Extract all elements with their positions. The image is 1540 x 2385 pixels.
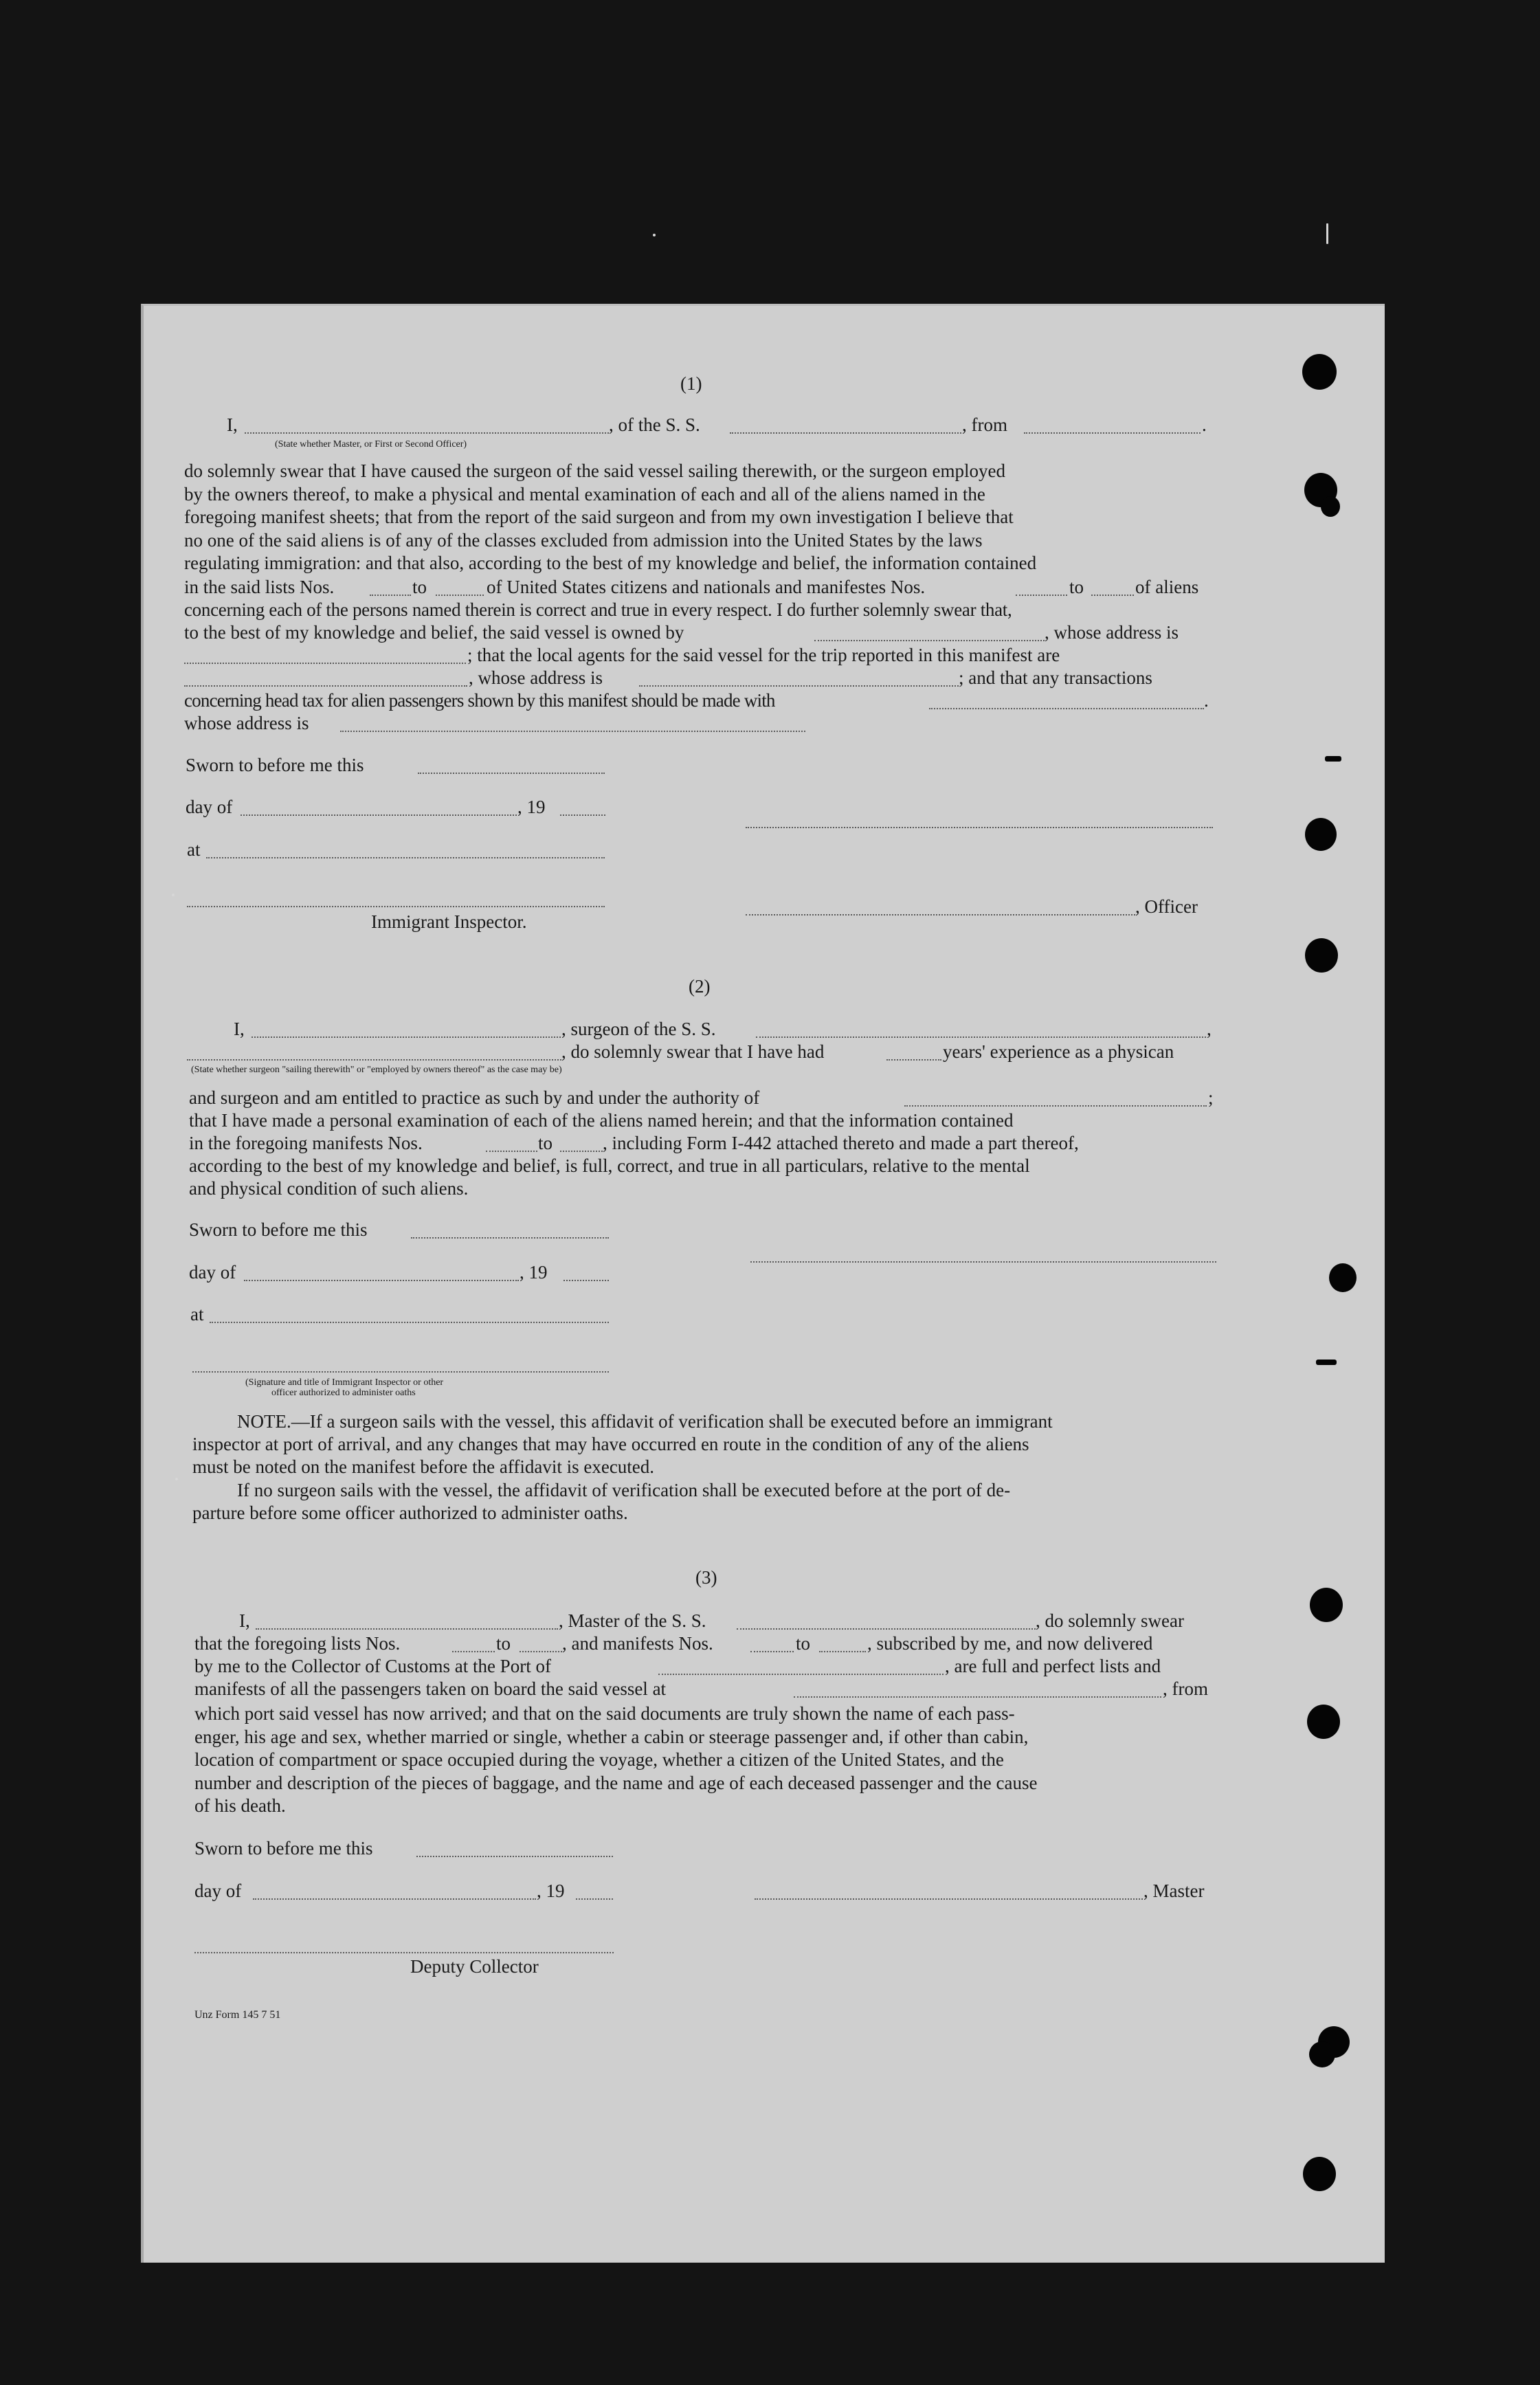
master-paragraph xyxy=(194,1702,1218,1818)
place-field[interactable] xyxy=(210,1322,609,1323)
vessel-name-field[interactable] xyxy=(730,432,961,434)
inspector-signature-line[interactable] xyxy=(187,906,605,907)
list-from-field[interactable] xyxy=(452,1651,495,1652)
surgeon-vessel-field[interactable] xyxy=(756,1036,1206,1038)
surgeon-status-field[interactable] xyxy=(187,1059,561,1061)
paragraph-line: location of compartment or space occupied during the voyage, whether a citizen of the United States, and the xyxy=(194,1749,1004,1770)
punch-hole xyxy=(1310,1588,1343,1622)
label-sworn: Sworn to before me this xyxy=(194,1838,373,1859)
note-line: must be noted on the manifest before the affidavit is executed. xyxy=(192,1456,655,1477)
label-deputy-collector: Deputy Collector xyxy=(410,1956,539,1977)
section-number: (2) xyxy=(689,976,711,997)
officer-signature-line[interactable] xyxy=(746,827,1213,828)
port-field[interactable] xyxy=(658,1674,944,1675)
label-lists: in the said lists Nos. xyxy=(184,577,335,597)
punch-hole xyxy=(1307,1705,1340,1739)
label-i: I, xyxy=(239,1610,250,1631)
signature-note: officer authorized to administer oaths xyxy=(271,1388,416,1398)
label-master: , Master xyxy=(1143,1881,1205,1901)
speck xyxy=(172,894,175,896)
month-field[interactable] xyxy=(241,814,517,816)
label-year: , 19 xyxy=(520,1262,548,1283)
year-field[interactable] xyxy=(560,814,605,816)
label-master-of: , Master of the S. S. xyxy=(559,1610,706,1631)
manifest-to-field[interactable] xyxy=(1091,595,1134,596)
label-officer: , Officer xyxy=(1135,896,1198,917)
label-of-ss: , of the S. S. xyxy=(609,414,700,435)
label-citizens: of United States citizens and nationals and manifestes Nos. xyxy=(487,577,926,597)
signature-note: (Signature and title of Immigrant Inspector or other xyxy=(245,1377,444,1388)
owner-field[interactable] xyxy=(814,640,1045,641)
label-perfect-lists: , are full and perfect lists and xyxy=(945,1656,1161,1676)
label-inspector: Immigrant Inspector. xyxy=(371,911,527,932)
label-authority: and surgeon and am entitled to practice as such by and under the authority of xyxy=(189,1087,760,1108)
month-field[interactable] xyxy=(244,1280,519,1281)
binding-mark xyxy=(1325,756,1341,762)
punch-hole xyxy=(1329,1263,1357,1292)
manifest-from-field[interactable] xyxy=(750,1651,794,1652)
label-whose-address: , whose address is xyxy=(1045,622,1179,643)
authority-field[interactable] xyxy=(904,1105,1207,1107)
label-lists: that the foregoing lists Nos. xyxy=(194,1633,401,1654)
label-manifests: , and manifests Nos. xyxy=(562,1633,713,1654)
label-semicolon: ; xyxy=(1208,1087,1214,1108)
label-to: to xyxy=(496,1633,511,1654)
punch-hole xyxy=(1321,496,1340,517)
paragraph-line: regulating immigration: and that also, according to the best of my knowledge and belief, the information contained xyxy=(184,553,1037,573)
punch-hole xyxy=(1305,938,1338,973)
agents-field[interactable] xyxy=(184,685,467,687)
surgeon-name-field[interactable] xyxy=(252,1036,561,1038)
note-line: inspector at port of arrival, and any changes that may have occurred en route in the condition of any of the aliens xyxy=(192,1434,1029,1454)
manifest-from-field[interactable] xyxy=(486,1151,537,1152)
label-aliens: of aliens xyxy=(1135,577,1199,597)
manifest-from-field[interactable] xyxy=(1016,595,1067,596)
form-number: Unz Form 145 7 51 xyxy=(194,2009,281,2021)
paragraph-line: enger, his age and sex, whether married or single, whether a cabin or steerage passenger and, if other than cabin, xyxy=(194,1726,1029,1747)
embark-port-field[interactable] xyxy=(794,1696,1161,1698)
manifest-to-field[interactable] xyxy=(819,1651,866,1652)
label-comma: , xyxy=(1207,1019,1212,1039)
paragraph-line: foregoing manifest sheets; that from the report of the said surgeon and from my own investigation I believe that xyxy=(184,507,1014,527)
label-taken-on-board: manifests of all the passengers taken on board the said vessel at xyxy=(194,1678,667,1699)
sworn-date-field[interactable] xyxy=(416,1856,613,1857)
label-i: I, xyxy=(227,414,238,435)
label-from: , from xyxy=(1163,1678,1208,1699)
field-note: (State whether surgeon "sailing therewith" or "employed by owners thereof" as the case may be) xyxy=(191,1065,562,1075)
punch-hole xyxy=(1303,2157,1336,2191)
year-field[interactable] xyxy=(576,1898,613,1900)
speck xyxy=(653,234,656,236)
list-from-field[interactable] xyxy=(370,595,411,596)
form-sheet xyxy=(141,304,1385,2263)
oath-paragraph xyxy=(184,460,1215,575)
paragraph-line: no one of the said aliens is of any of the classes excluded from admission into the United States by the laws xyxy=(184,529,983,551)
label-swear: , do solemnly swear xyxy=(1036,1610,1184,1631)
vessel-name-field[interactable] xyxy=(737,1628,1036,1630)
manifest-to-field[interactable] xyxy=(560,1151,603,1152)
list-to-field[interactable] xyxy=(436,595,484,596)
label-day-of: day of xyxy=(189,1262,236,1283)
label-local-agents: ; that the local agents for the said vessel for the trip reported in this manifest are xyxy=(467,645,1060,665)
list-to-field[interactable] xyxy=(520,1651,562,1652)
label-to: to xyxy=(412,577,427,597)
label-subscribed: , subscribed by me, and now delivered xyxy=(867,1633,1153,1654)
label-to: to xyxy=(796,1633,811,1654)
line-concerning: concerning each of the persons named therein is correct and true in every respect. I do further solemnly swear that, xyxy=(184,599,1012,620)
head-tax-address-field[interactable] xyxy=(340,731,805,732)
month-field[interactable] xyxy=(253,1898,536,1900)
label-period: . xyxy=(1204,690,1209,711)
label-experience: years' experience as a physican xyxy=(943,1041,1174,1062)
from-port-field[interactable] xyxy=(1024,432,1201,434)
section-number: (3) xyxy=(695,1567,717,1588)
place-field[interactable] xyxy=(206,857,605,858)
note-line: NOTE.—If a surgeon sails with the vessel, this affidavit of verification shall be executed before an immigrant xyxy=(237,1411,1053,1432)
punch-hole xyxy=(1309,2041,1335,2067)
surgeon-signature-line[interactable] xyxy=(750,1261,1216,1263)
master-name-field[interactable] xyxy=(245,432,609,434)
paragraph-line: number and description of the pieces of baggage, and the name and age of each deceased passenger and the cause xyxy=(194,1772,1038,1793)
section-number: (1) xyxy=(680,373,702,394)
label-whose-address: whose address is xyxy=(184,713,309,733)
punch-hole xyxy=(1305,818,1337,851)
agents-address-field[interactable] xyxy=(639,685,959,687)
owner-address-field[interactable] xyxy=(184,663,466,664)
note-line: If no surgeon sails with the vessel, the affidavit of verification shall be executed before at the port of de- xyxy=(237,1480,1011,1500)
label-sworn: Sworn to before me this xyxy=(186,755,364,775)
year-field[interactable] xyxy=(563,1280,609,1281)
master-name-field[interactable] xyxy=(256,1628,558,1630)
collector-signature-line[interactable] xyxy=(194,1952,614,1953)
note-line: parture before some officer authorized to administer oaths. xyxy=(192,1502,628,1523)
label-sworn: Sworn to before me this xyxy=(189,1219,368,1240)
sworn-date-field[interactable] xyxy=(411,1237,609,1239)
label-port: by me to the Collector of Customs at the Port of xyxy=(194,1656,551,1676)
label-surgeon-of: , surgeon of the S. S. xyxy=(561,1019,716,1039)
binding-mark xyxy=(1316,1360,1337,1365)
paragraph-line: that I have made a personal examination of each of the aliens named herein; and that the information contained xyxy=(189,1110,1014,1131)
sworn-date-field[interactable] xyxy=(418,773,605,774)
label-transactions: ; and that any transactions xyxy=(959,667,1152,688)
years-field[interactable] xyxy=(886,1059,941,1061)
label-form: , including Form I-442 attached thereto and made a part thereof, xyxy=(603,1133,1079,1153)
field-note: (State whether Master, or First or Second Officer) xyxy=(275,439,467,450)
speck xyxy=(1326,223,1328,244)
label-year: , 19 xyxy=(517,797,546,817)
label-at: at xyxy=(187,839,201,860)
paragraph-line: of his death. xyxy=(194,1795,286,1816)
label-to: to xyxy=(538,1133,553,1153)
paragraph-line: and physical condition of such aliens. xyxy=(189,1178,469,1199)
label-whose-address: , whose address is xyxy=(469,667,603,688)
label-year: , 19 xyxy=(537,1881,565,1901)
label-to: to xyxy=(1069,577,1084,597)
officer-title-line[interactable] xyxy=(746,914,1135,916)
punch-hole xyxy=(1302,354,1337,390)
paragraph-line: do solemnly swear that I have caused the surgeon of the said vessel sailing therewith, or the surgeon employed xyxy=(184,461,1005,481)
label-swear: , do solemnly swear that I have had xyxy=(561,1041,825,1062)
paragraph-line: according to the best of my knowledge and belief, is full, correct, and true in all particulars, relative to the mental xyxy=(189,1155,1030,1176)
inspector-signature-line[interactable] xyxy=(192,1371,609,1373)
paragraph-line: by the owners thereof, to make a physical and mental examination of each and all of the aliens named in the xyxy=(184,483,985,504)
label-day-of: day of xyxy=(186,797,233,817)
label-i: I, xyxy=(234,1019,245,1039)
label-manifests: in the foregoing manifests Nos. xyxy=(189,1133,423,1153)
label-day-of: day of xyxy=(194,1881,242,1901)
label-period: . xyxy=(1202,414,1207,435)
label-owned-by: to the best of my knowledge and belief, the said vessel is owned by xyxy=(184,622,684,643)
label-at: at xyxy=(190,1304,204,1324)
label-head-tax: concerning head tax for alien passengers shown by this manifest should be made with xyxy=(184,690,775,711)
paragraph-line: which port said vessel has now arrived; and that on the said documents are truly shown the name of each pass- xyxy=(194,1703,1015,1724)
head-tax-field[interactable] xyxy=(929,708,1204,709)
label-from: , from xyxy=(962,414,1007,435)
master-signature-line[interactable] xyxy=(755,1898,1143,1900)
speck xyxy=(175,1478,178,1480)
